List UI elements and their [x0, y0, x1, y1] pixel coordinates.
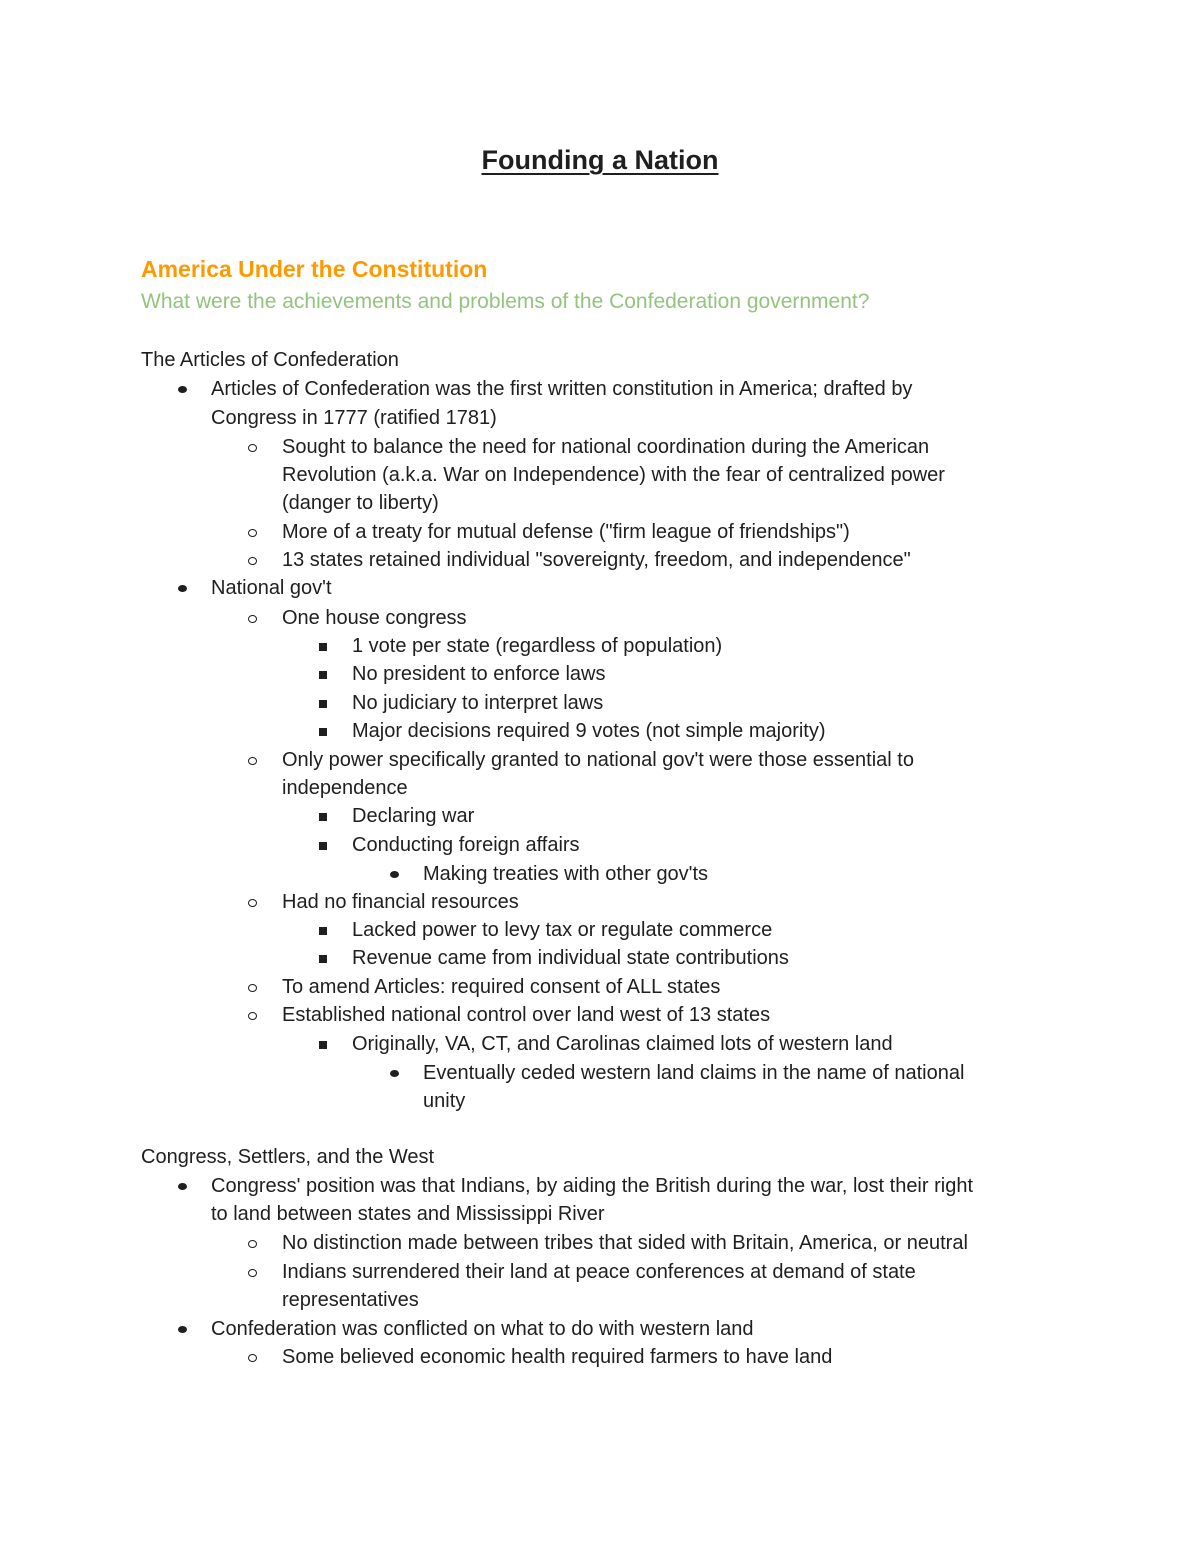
list-item: No distinction made between tribes that sided with Britain, America, or neutral	[282, 1232, 968, 1254]
list-item: Confederation was conflicted on what to do with western land	[211, 1318, 754, 1340]
circle-bullet-icon	[248, 1240, 257, 1248]
square-bullet-icon	[319, 955, 327, 963]
list-item: Only power specifically granted to national gov't were those essential to	[282, 749, 914, 771]
list-item-continuation: Revolution (a.k.a. War on Independence) with the fear of centralized power	[282, 464, 945, 486]
list-item: Originally, VA, CT, and Carolinas claimed lots of western land	[352, 1033, 893, 1055]
list-item: 13 states retained individual "sovereignty, freedom, and independence"	[282, 549, 911, 571]
list-item-continuation: Congress in 1777 (ratified 1781)	[211, 407, 497, 429]
subsection-heading-articles: The Articles of Confederation	[141, 349, 399, 371]
list-item: Declaring war	[352, 805, 475, 827]
list-item: Indians surrendered their land at peace conferences at demand of state	[282, 1261, 916, 1283]
list-item: 1 vote per state (regardless of population)	[352, 635, 723, 657]
square-bullet-icon	[319, 813, 327, 821]
list-item: One house congress	[282, 607, 467, 629]
disc-bullet-icon	[178, 585, 187, 592]
list-item-continuation: independence	[282, 777, 408, 799]
square-bullet-icon	[319, 700, 327, 708]
circle-bullet-icon	[248, 615, 257, 623]
circle-bullet-icon	[248, 529, 257, 537]
square-bullet-icon	[319, 927, 327, 935]
list-item-continuation: representatives	[282, 1289, 419, 1311]
list-item: Established national control over land west of 13 states	[282, 1004, 771, 1026]
circle-bullet-icon	[248, 1269, 257, 1277]
circle-bullet-icon	[248, 757, 257, 765]
square-bullet-icon	[319, 643, 327, 651]
disc-bullet-icon	[390, 1070, 399, 1077]
list-item: Articles of Confederation was the first written constitution in America; drafted by	[211, 378, 913, 400]
circle-bullet-icon	[248, 557, 257, 565]
square-bullet-icon	[319, 728, 327, 736]
circle-bullet-icon	[248, 1012, 257, 1020]
list-item: Major decisions required 9 votes (not simple majority)	[352, 720, 826, 742]
disc-bullet-icon	[178, 386, 187, 393]
list-item-continuation: to land between states and Mississippi River	[211, 1203, 605, 1225]
list-item: To amend Articles: required consent of ALL states	[282, 976, 721, 998]
list-item: National gov't	[211, 577, 332, 599]
circle-bullet-icon	[248, 1354, 257, 1362]
square-bullet-icon	[319, 671, 327, 679]
list-item-continuation: (danger to liberty)	[282, 492, 439, 514]
list-item: No president to enforce laws	[352, 663, 606, 685]
list-item: Had no financial resources	[282, 891, 519, 913]
list-item: No judiciary to interpret laws	[352, 692, 604, 714]
document-title: Founding a Nation	[481, 145, 719, 175]
subsection-heading-west: Congress, Settlers, and the West	[141, 1146, 435, 1168]
list-item: Sought to balance the need for national coordination during the American	[282, 436, 930, 458]
list-item: More of a treaty for mutual defense ("firm league of friendships")	[282, 521, 850, 543]
list-item: Conducting foreign affairs	[352, 834, 580, 856]
disc-bullet-icon	[390, 871, 399, 878]
section-question: What were the achievements and problems of the Confederation government?	[141, 290, 870, 313]
circle-bullet-icon	[248, 899, 257, 907]
list-item: Eventually ceded western land claims in the name of national	[423, 1062, 965, 1084]
list-item: Congress' position was that Indians, by aiding the British during the war, lost their right	[211, 1175, 974, 1197]
list-item: Some believed economic health required farmers to have land	[282, 1346, 833, 1368]
disc-bullet-icon	[178, 1183, 187, 1190]
circle-bullet-icon	[248, 984, 257, 992]
square-bullet-icon	[319, 1041, 327, 1049]
square-bullet-icon	[319, 842, 327, 850]
list-item: Lacked power to levy tax or regulate commerce	[352, 919, 773, 941]
circle-bullet-icon	[248, 444, 257, 452]
section-heading: America Under the Constitution	[141, 256, 488, 282]
list-item: Making treaties with other gov'ts	[423, 863, 709, 885]
list-item: Revenue came from individual state contributions	[352, 947, 789, 969]
list-item-continuation: unity	[423, 1090, 466, 1112]
disc-bullet-icon	[178, 1326, 187, 1333]
